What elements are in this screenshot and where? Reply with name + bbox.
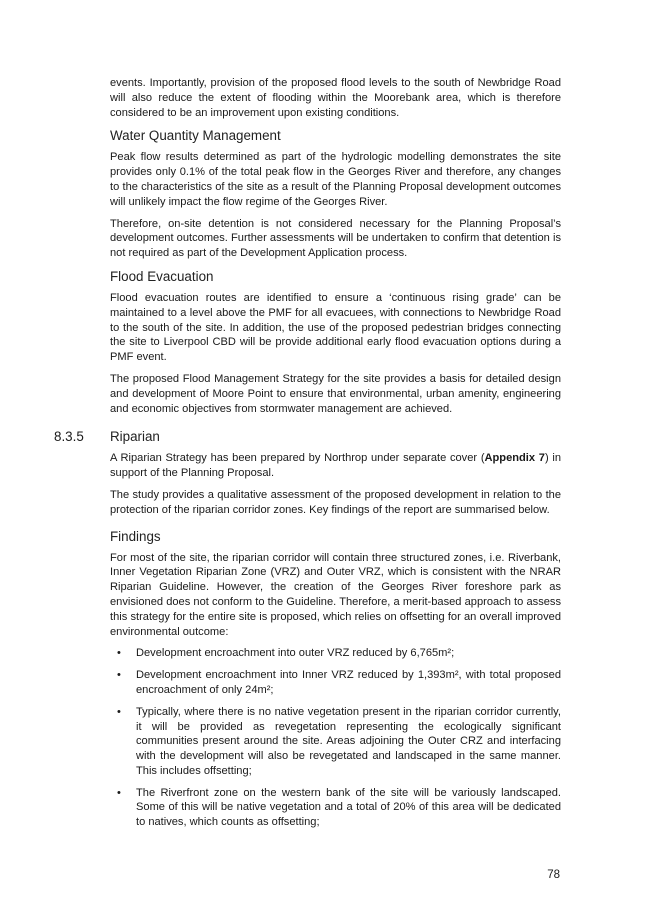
water-quantity-heading: Water Quantity Management — [110, 128, 281, 144]
list-item — [110, 786, 561, 830]
riparian-p1-text-before: A Riparian Strategy has been prepared by Northrop under separate cover ( — [110, 452, 485, 465]
findings-paragraph: For most of the site, the riparian corridor will contain three structured zones, i.e. Riverbank, Inner Vegetation Riparian Zone (VRZ) and Outer VRZ, which is consistent with the NRAR Riparian Guideline. However, the creation of the Georges River foreshore park as envisioned does not conform to the Guideline. Therefore, a merit-based approach to assess this strategy for the entire site is proposed, which relies on offsetting for an overall improved environmental outcome: — [110, 551, 561, 638]
list-item-text: Typically, where there is no native vegetation present in the riparian corridor currently, it will be provided as revegetation representing the ecologically significant communities present around the site. Areas adjoining the Outer CRZ and interfacing with the development will also be revegetated and landscaped in the same manner. This includes offsetting; — [136, 705, 561, 777]
list-item-text: Development encroachment into outer VRZ reduced by 6,765m²; — [136, 647, 455, 660]
riparian-paragraph-1 — [110, 451, 561, 481]
findings-heading: Findings — [110, 528, 161, 544]
riparian-paragraph-2: The study provides a qualitative assessment of the proposed development in relation to the protection of the riparian corridor zones. Key findings of the report are summarised below. — [110, 488, 561, 516]
bullet-icon: • — [117, 786, 121, 799]
page-content — [54, 76, 561, 837]
page-number: 78 — [547, 869, 560, 881]
continuation-paragraph: events. Importantly, provision of the proposed flood levels to the south of Newbridge Road will also reduce the extent of flooding within the Moorebank area, which is therefore considered to be an improvement upon existing conditions. — [110, 77, 561, 119]
flood-evacuation-heading: Flood Evacuation — [110, 268, 214, 284]
flood-evacuation-paragraph-2: The proposed Flood Management Strategy for the site provides a basis for detailed design and development of Moore Point to ensure that environmental, urban amenity, engineering and economic objectives from stormwater management are achieved. — [110, 372, 561, 415]
list-item — [110, 668, 561, 698]
flood-evacuation-paragraph-1: Flood evacuation routes are identified to ensure a ‘continuous rising grade’ can be maintained to a level above the PMF for all evacuees, with connections to Newbridge Road to the south of the site. In addition, the use of the proposed pedestrian bridges connecting the site to Liverpool CBD will be provide additional early flood evacuation options during a PMF event. — [110, 291, 561, 364]
findings-bullet-list — [110, 646, 561, 830]
riparian-section-heading — [54, 428, 561, 445]
water-quantity-paragraph-2: Therefore, on-site detention is not considered necessary for the Planning Proposal’s development outcomes. Further assessments will be undertaken to confirm that detention is not required as part of the Development Application process. — [110, 217, 561, 260]
section-number: 8.3.5 — [54, 429, 84, 445]
list-item-text: Development encroachment into Inner VRZ reduced by 1,393m², with total proposed encroachment of only 24m²; — [136, 669, 561, 696]
list-item — [110, 705, 561, 779]
water-quantity-paragraph-1: Peak flow results determined as part of the hydrologic modelling demonstrates the site provides only 0.1% of the total peak flow in the Georges River and therefore, any changes to the characteristics of the site as a result of the Planning Proposal development outcomes will unlikely impact the flow regime of the Georges River. — [110, 151, 561, 208]
riparian-heading: Riparian — [110, 429, 160, 445]
bullet-icon: • — [117, 705, 121, 718]
list-item-text: The Riverfront zone on the western bank of the site will be variously landscaped. Some of this will be native vegetation and a total of 20% of this area will be dedicated to natives, which counts as offsetting; — [136, 786, 561, 829]
appendix-reference: Appendix 7 — [484, 452, 545, 465]
bullet-icon: • — [117, 647, 121, 660]
list-item — [110, 646, 561, 661]
bullet-icon: • — [117, 669, 121, 682]
riparian-p1-text-after: ) in support of the Planning Proposal. — [110, 452, 561, 480]
